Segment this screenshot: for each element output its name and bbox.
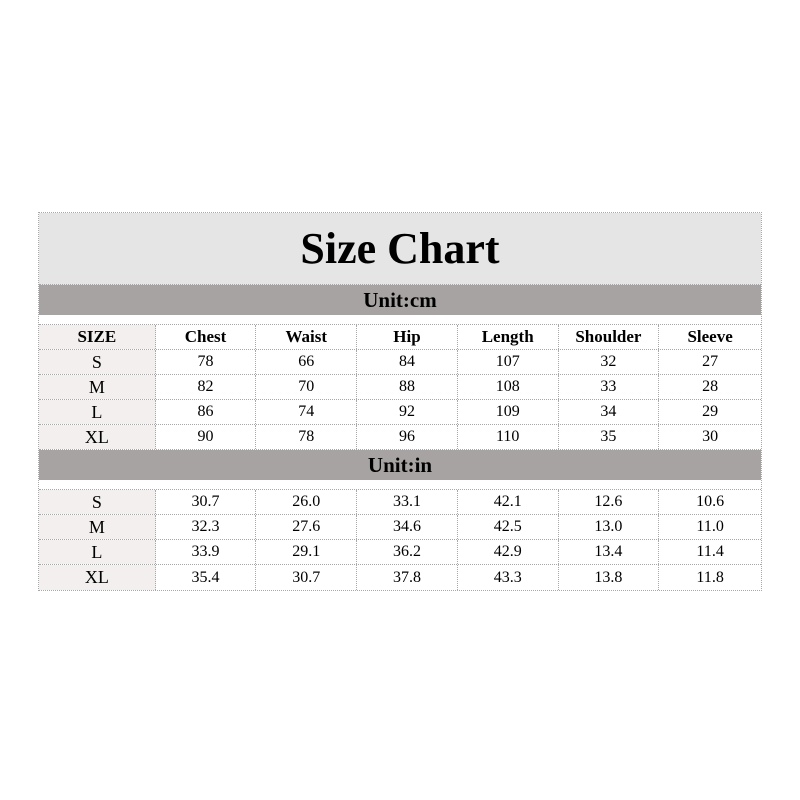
value-cell: 66 <box>256 350 357 374</box>
value-cell: 42.1 <box>458 490 559 514</box>
value-cell: 92 <box>357 400 458 424</box>
value-cell: 27 <box>702 353 719 370</box>
value-cell: 33 <box>559 375 660 399</box>
value-cell: 33.1 <box>357 490 458 514</box>
value-cell: 42.9 <box>458 540 559 564</box>
value-cell: 36.2 <box>357 540 458 564</box>
value-cell: 11.4 <box>696 543 724 560</box>
value-cell: 35 <box>559 425 660 449</box>
value-cell: 84 <box>357 350 458 374</box>
table-row <box>39 515 761 540</box>
table-row <box>39 400 761 425</box>
value-cell: 29.1 <box>256 540 357 564</box>
size-chart-table <box>38 212 762 591</box>
value-cell: 88 <box>357 375 458 399</box>
unit-in-label: Unit:in <box>39 450 761 480</box>
size-cell: L <box>39 400 156 424</box>
value-cell: 30.7 <box>256 565 357 590</box>
value-cell: 109 <box>458 400 559 424</box>
table-row <box>39 425 761 450</box>
value-cell: 32.3 <box>156 515 257 539</box>
size-cell: M <box>39 375 156 399</box>
header-shoulder: Shoulder <box>559 325 660 349</box>
value-cell: 13.8 <box>559 565 660 590</box>
value-cell: 37.8 <box>357 565 458 590</box>
spacer <box>39 480 761 490</box>
value-cell: 70 <box>256 375 357 399</box>
value-cell: 11.8 <box>696 568 724 586</box>
size-cell: M <box>39 515 156 539</box>
value-cell: 30 <box>702 428 719 445</box>
value-cell: 27.6 <box>256 515 357 539</box>
value-cell: 110 <box>458 425 559 449</box>
table-row <box>39 375 761 400</box>
table-row <box>39 490 761 515</box>
table-row <box>39 350 761 375</box>
size-cell: XL <box>39 425 156 449</box>
value-cell: 26.0 <box>256 490 357 514</box>
header-waist: Waist <box>256 325 357 349</box>
value-cell: 13.0 <box>559 515 660 539</box>
value-cell: 42.5 <box>458 515 559 539</box>
chart-title: Size Chart <box>39 213 761 285</box>
value-cell: 12.6 <box>559 490 660 514</box>
header-length: Length <box>458 325 559 349</box>
header-chest: Chest <box>156 325 257 349</box>
value-cell: 90 <box>156 425 257 449</box>
value-cell: 34 <box>559 400 660 424</box>
value-cell: 74 <box>256 400 357 424</box>
table-row <box>39 540 761 565</box>
header-hip: Hip <box>357 325 458 349</box>
value-cell: 29 <box>702 403 719 420</box>
value-cell: 35.4 <box>156 565 257 590</box>
value-cell: 86 <box>156 400 257 424</box>
value-cell: 32 <box>559 350 660 374</box>
value-cell: 108 <box>458 375 559 399</box>
value-cell: 96 <box>357 425 458 449</box>
value-cell: 10.6 <box>696 493 725 510</box>
value-cell: 33.9 <box>156 540 257 564</box>
spacer <box>39 315 761 325</box>
size-cell: S <box>39 490 156 514</box>
value-cell: 43.3 <box>458 565 559 590</box>
table-row <box>39 565 761 590</box>
size-cell: S <box>39 350 156 374</box>
header-sleeve: Sleeve <box>687 327 733 346</box>
unit-cm-label: Unit:cm <box>39 285 761 315</box>
value-cell: 34.6 <box>357 515 458 539</box>
size-cell: XL <box>39 565 156 590</box>
value-cell: 78 <box>256 425 357 449</box>
value-cell: 28 <box>702 378 719 395</box>
value-cell: 82 <box>156 375 257 399</box>
value-cell: 11.0 <box>696 518 724 535</box>
value-cell: 78 <box>156 350 257 374</box>
value-cell: 13.4 <box>559 540 660 564</box>
value-cell: 30.7 <box>156 490 257 514</box>
header-row <box>39 325 761 350</box>
size-cell: L <box>39 540 156 564</box>
header-size: SIZE <box>39 325 156 349</box>
value-cell: 107 <box>458 350 559 374</box>
